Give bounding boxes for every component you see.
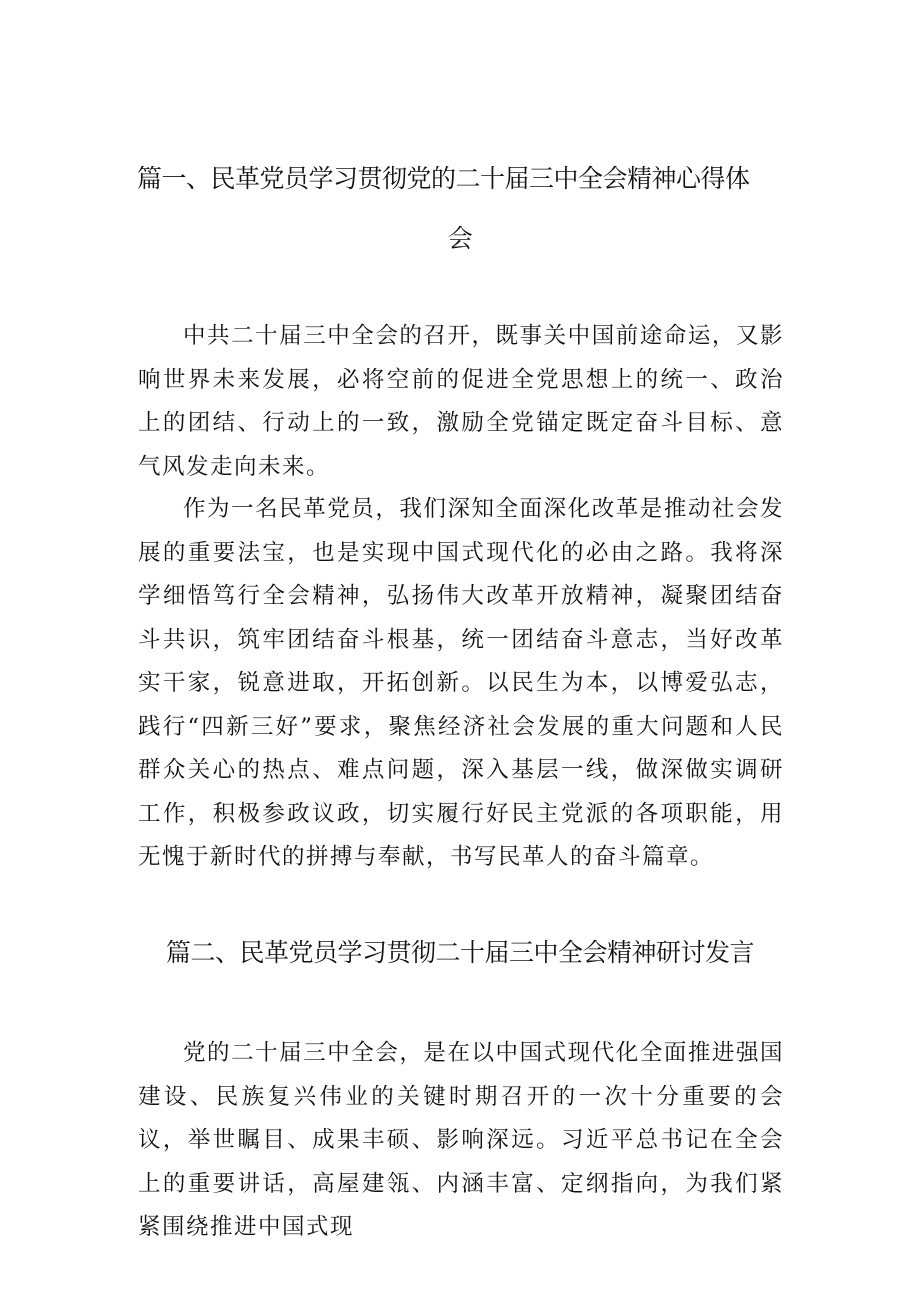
section-1-paragraph-1: 中共二十届三中全会的召开，既事关中国前途命运，又影响世界未来发展，必将空前的促进全党思想上的统一、政治上的团结、行动上的一致，激励全党锚定既定奋斗目标、意气风发走向未来。 bbox=[138, 323, 784, 480]
section-1-title-line-2: 会 bbox=[447, 224, 473, 253]
section-1-title-line-1: 篇一、民革党员学习贯彻党的二十届三中全会精神心得体 bbox=[137, 164, 750, 193]
section-1-paragraph-2: 作为一名民革党员，我们深知全面深化改革是推动社会发展的重要法宝，也是实现中国式现代化的必由之路。我将深学细悟笃行全会精神，弘扬伟大改革开放精神，凝聚团结奋斗共识，筑牢团结奋斗根基，统一团结奋斗意志，当好改革实干家，锐意进取，开拓创新。以民生为本，以博爱弘志，践行“四新三好”要求，聚焦经济社会发展的重大问题和人民群众关心的热点、难点问题，深入基层一线，做深做实调研工作，积极参政议政，切实履行好民主党派的各项职能，用无愧于新时代的拼搏与奉献，书写民革人的奋斗篇章。 bbox=[138, 496, 784, 870]
section-2-paragraph-1: 党的二十届三中全会，是在以中国式现代化全面推进强国建设、民族复兴伟业的关键时期召开的一次十分重要的会议，举世瞩目、成果丰硕、影响深远。习近平总书记在全会上的重要讲话，高屋建瓴、内涵丰富、定纲指向，为我们紧紧围绕推进中国式现 bbox=[138, 1040, 784, 1240]
section-2-title: 篇二、民革党员学习贯彻二十届三中全会精神研讨发言 bbox=[165, 938, 754, 967]
